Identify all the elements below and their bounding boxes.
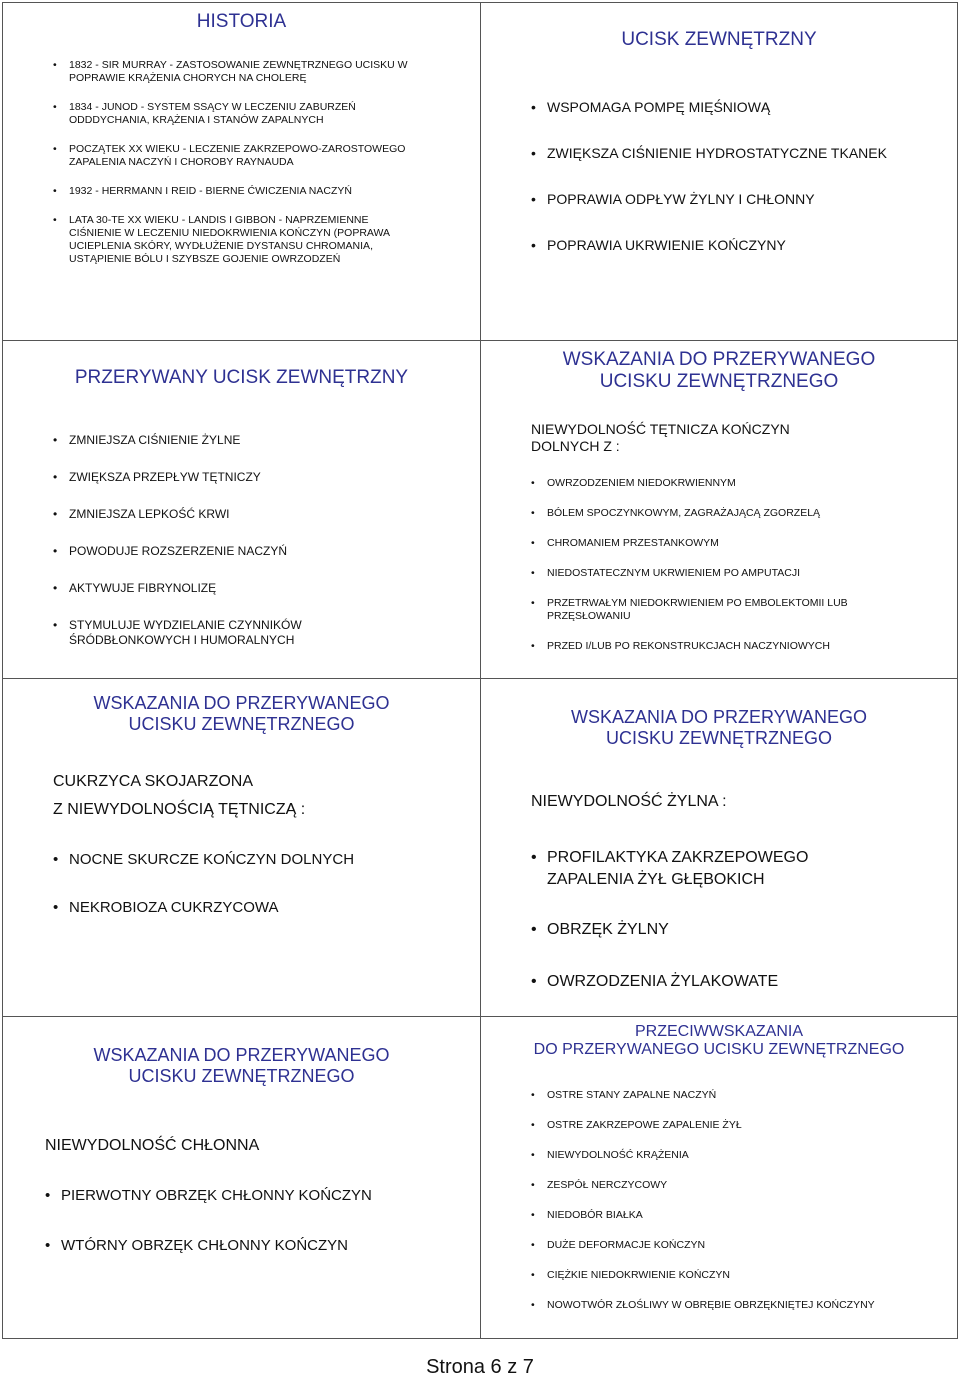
list-item: • DUŻE DEFORMACJE KOŃCZYN	[531, 1239, 941, 1252]
list-item: • POCZĄTEK XX WIEKU - LECZENIE ZAKRZEPOWO-ZAROSTOWEGO ZAPALENIA NACZYŃ I CHOROBY RAYNAUDA	[53, 143, 423, 169]
slide-title	[481, 349, 957, 393]
list-item: • CHROMANIEM PRZESTANKOWYM	[531, 537, 931, 550]
wskazania-list	[531, 477, 931, 653]
slide-title	[3, 1045, 480, 1086]
list-item: • LATA 30-TE XX WIEKU - LANDIS I GIBBON - NAPRZEMIENNE CIŚNIENIE W LECZENIU NIEDOKRWIENIA KOŃCZYN (POPRAWA UCIEPLENIA SKÓRY, WYDŁUŻENIE DYSTANSU CHROMANIA, USTĄPIENIE BÓLU I SZYBSZE GOJENIE OWRZODZEŃ	[53, 214, 423, 266]
title-line-2: UCISKU ZEWNĘTRZNEGO	[128, 713, 355, 734]
intro-line-1: CUKRZYCA SKOJARZONA	[53, 773, 254, 790]
list-item: • NOCNE SKURCZE KOŃCZYN DOLNYCH	[53, 851, 433, 869]
slide-przeciwwskazania	[481, 1017, 957, 1338]
slide-historia	[3, 3, 480, 340]
list-item: • NEKROBIOZA CUKRZYCOWA	[53, 899, 433, 917]
list-item: • OWRZODZENIEM NIEDOKRWIENNYM	[531, 477, 931, 490]
slide-przerywany-ucisk	[3, 341, 480, 678]
list-item: • OSTRE ZAKRZEPOWE ZAPALENIE ŻYŁ	[531, 1119, 941, 1132]
list-item: • ZMNIEJSZA CIŚNIENIE ŻYLNE	[53, 433, 383, 448]
list-item: • 1834 - JUNOD - SYSTEM SSĄCY W LECZENIU ZABURZEŃ ODDDYCHANIA, KRĄŻENIA I STANÓW ZAPALNYCH	[53, 101, 423, 127]
slide-title	[3, 693, 480, 734]
grid-row-bottom	[2, 1338, 958, 1339]
list-item: • ZESPÓŁ NERCZYCOWY	[531, 1179, 941, 1192]
title-line-1: WSKAZANIA DO PRZERYWANEGO	[93, 693, 390, 713]
page-number: Strona 6 z 7	[426, 1356, 534, 1378]
list-item: • 1832 - SIR MURRAY - ZASTOSOWANIE ZEWNĘTRZNEGO UCISKU W POPRAWIE KRĄŻENIA CHORYCH NA CHOLERĘ	[53, 59, 423, 85]
list-item: • NIEWYDOLNOŚĆ KRĄŻENIA	[531, 1149, 941, 1162]
title-line-2: UCISKU ZEWNĘTRZNEGO	[605, 727, 832, 748]
intro-line-2: Z NIEWYDOLNOŚCIĄ TĘTNICZĄ :	[53, 801, 306, 818]
slide-title	[481, 29, 957, 51]
title-line-1: WSKAZANIA DO PRZERYWANEGO	[562, 349, 876, 370]
list-item: • WSPOMAGA POMPĘ MIĘŚNIOWĄ	[531, 97, 891, 117]
list-item: • PIERWOTNY OBRZĘK CHŁONNY KOŃCZYN	[45, 1187, 445, 1205]
slide-title	[3, 367, 480, 389]
title-text: PRZERYWANY UCISK ZEWNĘTRZNY	[74, 367, 409, 388]
slide-title	[481, 707, 957, 748]
list-item: • WTÓRNY OBRZĘK CHŁONNY KOŃCZYN	[45, 1237, 445, 1255]
list-item: • STYMULUJE WYDZIELANIE CZYNNIKÓW ŚRÓDBŁONKOWYCH I HUMORALNYCH	[53, 618, 383, 648]
title-line-2: DO PRZERYWANEGO UCISKU ZEWNĘTRZNEGO	[533, 1041, 905, 1059]
list-item: • PRZETRWAŁYM NIEDOKRWIENIEM PO EMBOLEKTOMII LUB PRZĘSŁOWANIU	[531, 597, 931, 623]
intro-text: NIEWYDOLNOŚĆ ŻYLNA :	[531, 793, 727, 810]
slide-wskazania-chlonna	[3, 1017, 480, 1338]
title-line-2: UCISKU ZEWNĘTRZNEGO	[128, 1065, 355, 1086]
slide-wskazania-tetnicza	[481, 341, 957, 678]
wskazania-list	[531, 847, 861, 993]
wskazania-list	[45, 1187, 445, 1255]
title-line-1: WSKAZANIA DO PRZERYWANEGO	[570, 707, 868, 727]
slide-wskazania-zylna	[481, 679, 957, 1016]
list-item: • CIĘŻKIE NIEDOKRWIENIE KOŃCZYN	[531, 1269, 941, 1282]
slide-ucisk-zewnetrzny	[481, 3, 957, 340]
list-item: • NIEDOBÓR BIAŁKA	[531, 1209, 941, 1222]
list-item: • POPRAWIA ODPŁYW ŻYLNY I CHŁONNY	[531, 189, 891, 209]
list-item: • BÓLEM SPOCZYNKOWYM, ZAGRAŻAJĄCĄ ZGORZELĄ	[531, 507, 931, 520]
title-line-1: WSKAZANIA DO PRZERYWANEGO	[93, 1045, 390, 1065]
title-text: HISTORIA	[196, 11, 287, 32]
history-list	[53, 59, 423, 266]
slide-wskazania-cukrzyca	[3, 679, 480, 1016]
slide-title	[481, 1023, 957, 1060]
grid-outer-right	[957, 2, 958, 1338]
intro-text: NIEWYDOLNOŚĆ TĘTNICZA KOŃCZYN DOLNYCH Z :	[531, 421, 790, 454]
title-text: UCISK ZEWNĘTRZNY	[621, 29, 817, 50]
list-item: • POPRAWIA UKRWIENIE KOŃCZYNY	[531, 235, 891, 255]
list-item: • ZWIĘKSZA PRZEPŁYW TĘTNICZY	[53, 470, 383, 485]
wskazania-list	[53, 851, 433, 917]
list-item: • ZWIĘKSZA CIŚNIENIE HYDROSTATYCZNE TKANEK	[531, 143, 891, 163]
title-line-2: UCISKU ZEWNĘTRZNEGO	[599, 370, 839, 392]
title-line-1: PRZECIWWSKAZANIA	[634, 1023, 803, 1040]
intro-text: NIEWYDOLNOŚĆ CHŁONNA	[45, 1137, 260, 1154]
slide-title	[3, 11, 480, 33]
list-item: • 1932 - HERRMANN I REID - BIERNE ĆWICZENIA NACZYŃ	[53, 185, 423, 198]
list-item: • PRZED I/LUB PO REKONSTRUKCJACH NACZYNIOWYCH	[531, 640, 931, 653]
ucisk-list	[531, 97, 891, 255]
przerywany-list	[53, 433, 383, 648]
list-item: • ZMNIEJSZA LEPKOŚĆ KRWI	[53, 507, 383, 522]
list-item: • NIEDOSTATECZNYM UKRWIENIEM PO AMPUTACJI	[531, 567, 931, 580]
list-item: • AKTYWUJE FIBRYNOLIZĘ	[53, 581, 383, 596]
list-item: • PROFILAKTYKA ZAKRZEPOWEGO ZAPALENIA ŻYŁ GŁĘBOKICH	[531, 847, 861, 891]
list-item: • POWODUJE ROZSZERZENIE NACZYŃ	[53, 544, 383, 559]
list-item: • OBRZĘK ŻYLNY	[531, 919, 861, 941]
list-item: • OSTRE STANY ZAPALNE NACZYŃ	[531, 1089, 941, 1102]
list-item: • OWRZODZENIA ŻYLAKOWATE	[531, 971, 861, 993]
list-item: • NOWOTWÓR ZŁOŚLIWY W OBRĘBIE OBRZĘKNIĘTEJ KOŃCZYNY	[531, 1299, 941, 1312]
przeciwwskazania-list	[531, 1089, 941, 1312]
